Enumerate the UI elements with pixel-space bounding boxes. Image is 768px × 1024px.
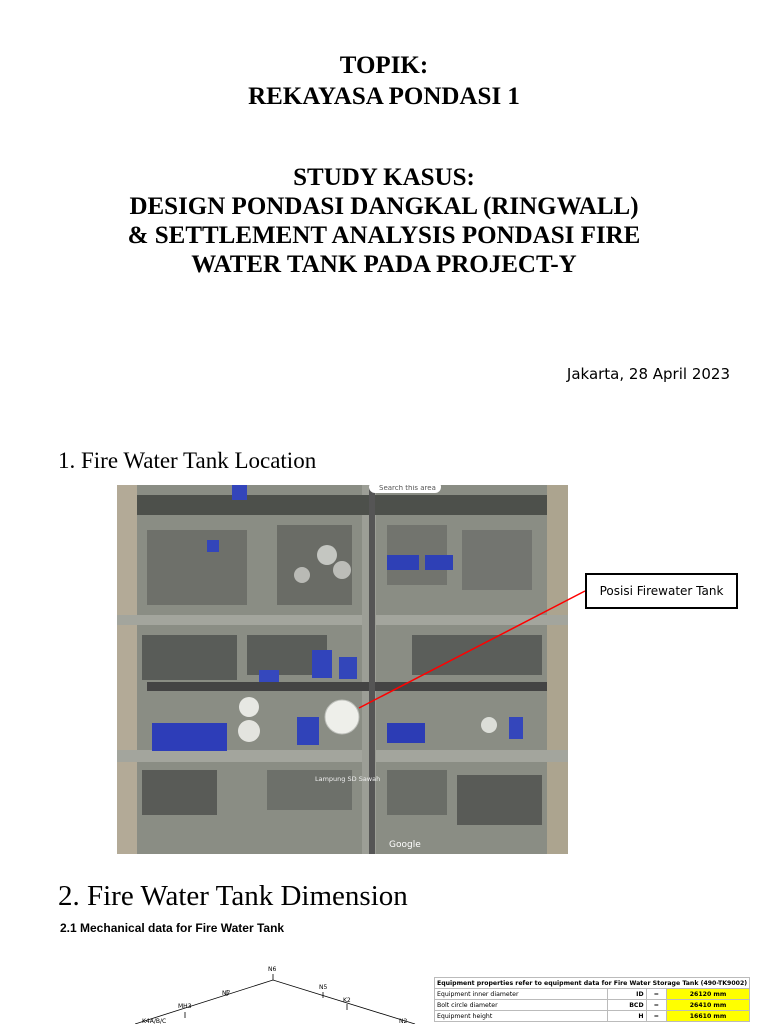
row-equals: =: [646, 989, 666, 1000]
firewater-tank-callout: Posisi Firewater Tank: [585, 573, 738, 609]
label-n6: N6: [268, 966, 277, 973]
case-study-label: STUDY KASUS:: [293, 164, 475, 191]
section-2-heading: 2. Fire Water Tank Dimension: [58, 880, 408, 912]
topic-label: TOPIK:: [339, 52, 429, 79]
row-value: 16610 mm: [666, 1011, 749, 1022]
case-study-line-1: DESIGN PONDASI DANGKAL (RINGWALL): [129, 193, 639, 220]
map-place-label: Lampung SD Sawah: [315, 775, 381, 783]
label-k4: K4A/B/C: [142, 1018, 167, 1024]
topic-title: [0, 50, 768, 112]
section-2-1-heading: 2.1 Mechanical data for Fire Water Tank: [60, 921, 285, 935]
case-study-line-3: WATER TANK PADA PROJECT-Y: [191, 251, 577, 278]
label-n2: N2: [399, 1018, 408, 1024]
topic-name: REKAYASA PONDASI 1: [248, 83, 520, 110]
row-equals: =: [646, 1000, 666, 1011]
mechanical-data-table: [434, 977, 750, 1022]
section-1-heading: 1. Fire Water Tank Location: [58, 448, 317, 473]
case-study-line-2: & SETTLEMENT ANALYSIS PONDASI FIRE: [127, 222, 641, 249]
table-row: [435, 989, 750, 1000]
tank-roof-diagram: [135, 962, 435, 1024]
map-watermark: Google: [389, 840, 421, 850]
table-header-row: [435, 978, 750, 989]
label-n5: N5: [319, 984, 328, 991]
date-location: Jakarta, 28 April 2023: [566, 365, 730, 383]
label-n7: N7: [222, 990, 231, 997]
label-k2: K2: [343, 997, 351, 1004]
label-mh3: MH3: [178, 1003, 192, 1010]
satellite-image: [117, 485, 568, 854]
row-symbol: H: [607, 1011, 646, 1022]
row-symbol: BCD: [607, 1000, 646, 1011]
map-search-text: Search this area: [379, 485, 436, 492]
satellite-map: [117, 485, 568, 854]
case-study-title: [0, 163, 768, 279]
row-label: Equipment height: [435, 1011, 608, 1022]
row-label: Bolt circle diameter: [435, 1000, 608, 1011]
table-row: [435, 1011, 750, 1022]
row-symbol: ID: [607, 989, 646, 1000]
row-label: Equipment inner diameter: [435, 989, 608, 1000]
row-equals: =: [646, 1011, 666, 1022]
table-header: Equipment properties refer to equipment data for Fire Water Storage Tank (490-TK9002): [435, 978, 750, 989]
table-row: [435, 1000, 750, 1011]
row-value: 26410 mm: [666, 1000, 749, 1011]
row-value: 26120 mm: [666, 989, 749, 1000]
